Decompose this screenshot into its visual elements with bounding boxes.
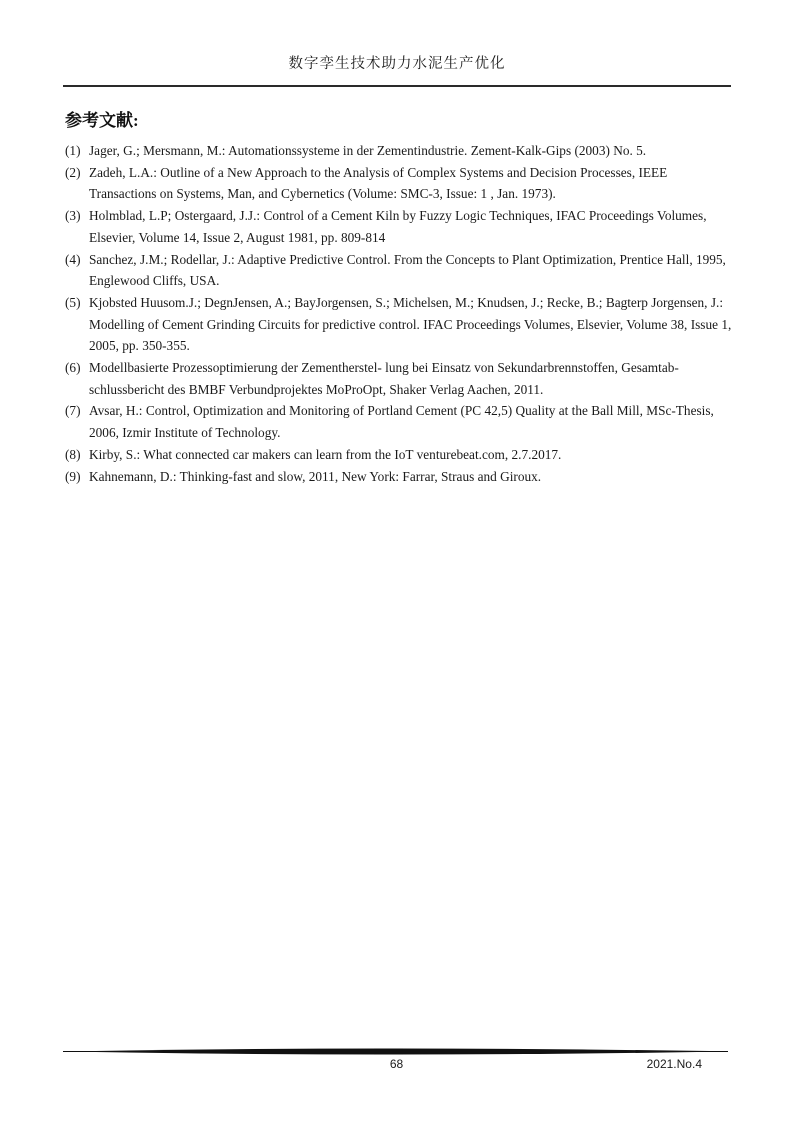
reference-item: [65, 292, 733, 357]
reference-text: Avsar, H.: Control, Optimization and Monitoring of Portland Cement (PC 42,5) Quality at the Ball Mill, MSc-Thesis, 2006, Izmir Institute of Technology.: [89, 403, 714, 441]
page-number: 68: [389, 1057, 404, 1071]
reference-item: [65, 140, 733, 162]
running-header-title: 数字孪生技术助力水泥生产优化: [288, 56, 506, 72]
reference-text: Modellbasierte Prozessoptimierung der Zementherstel- lung bei Einsatz von Sekundarbrennstoffen, Gesamtab-schlussbericht des BMBF Verbundprojektes MoProOpt, Shaker Verlag Aachen, 2011.: [89, 360, 679, 397]
reference-number: (4): [65, 251, 81, 267]
reference-number: (2): [65, 164, 81, 180]
reference-number: (9): [65, 468, 81, 484]
reference-item: [65, 357, 733, 400]
reference-item: [65, 205, 733, 248]
reference-text: Sanchez, J.M.; Rodellar, J.: Adaptive Predictive Control. From the Concepts to Plant Optimization, Prentice Hall, 1995, Englewood Cliffs, USA.: [89, 251, 726, 289]
reference-item: [65, 466, 733, 488]
references-heading: 参考文献:: [65, 111, 139, 130]
reference-number: (1): [65, 143, 81, 158]
reference-number: (7): [65, 403, 81, 419]
reference-number: (5): [65, 294, 81, 310]
reference-item: [65, 400, 733, 443]
reference-text: Zadeh, L.A.: Outline of a New Approach to the Analysis of Complex Systems and Decision Processes, IEEE Transactions on Systems, Man, and Cybernetics (Volume: SMC-3, Issue: 1 , Jan. 1973).: [89, 164, 668, 202]
issue-label: 2021.No.4: [646, 1057, 702, 1071]
reference-number: (6): [65, 360, 81, 376]
references-section: [65, 106, 733, 487]
references-list: [65, 140, 733, 487]
reference-number: (8): [65, 446, 81, 462]
reference-number: (3): [65, 208, 81, 224]
page-header: [63, 52, 731, 73]
reference-text: Kirby, S.: What connected car makers can learn from the IoT venturebeat.com, 2.7.2017.: [89, 446, 562, 462]
reference-item: [65, 444, 733, 466]
reference-text: Holmblad, L.P; Ostergaard, J.J.: Control of a Cement Kiln by Fuzzy Logic Techniques, IFAC Proceedings Volumes, Elsevier, Volume 14, Issue 2, August 1981, pp. 809-814: [89, 208, 707, 245]
reference-text: Kjobsted Huusom.J.; DegnJensen, A.; BayJorgensen, S.; Michelsen, M.; Knudsen, J.; Recke, B.; Bagterp Jorgensen, J.: Modelling of Cement Grinding Circuits for predictive control. IFAC Proceedings Volumes, Elsevier, Volume 38, Issue 1, 2005, pp. 350-355.: [89, 294, 732, 354]
page-footer: [0, 1045, 793, 1090]
reference-item: [65, 162, 733, 205]
reference-text: Kahnemann, D.: Thinking-fast and slow, 2011, New York: Farrar, Straus and Giroux.: [89, 468, 542, 484]
header-rule: [63, 85, 731, 87]
footer-rule: [63, 1047, 728, 1056]
reference-item: [65, 249, 733, 292]
reference-text: Jager, G.; Mersmann, M.: Automationssysteme in der Zementindustrie. Zement-Kalk-Gips (2003) No. 5.: [89, 143, 647, 158]
